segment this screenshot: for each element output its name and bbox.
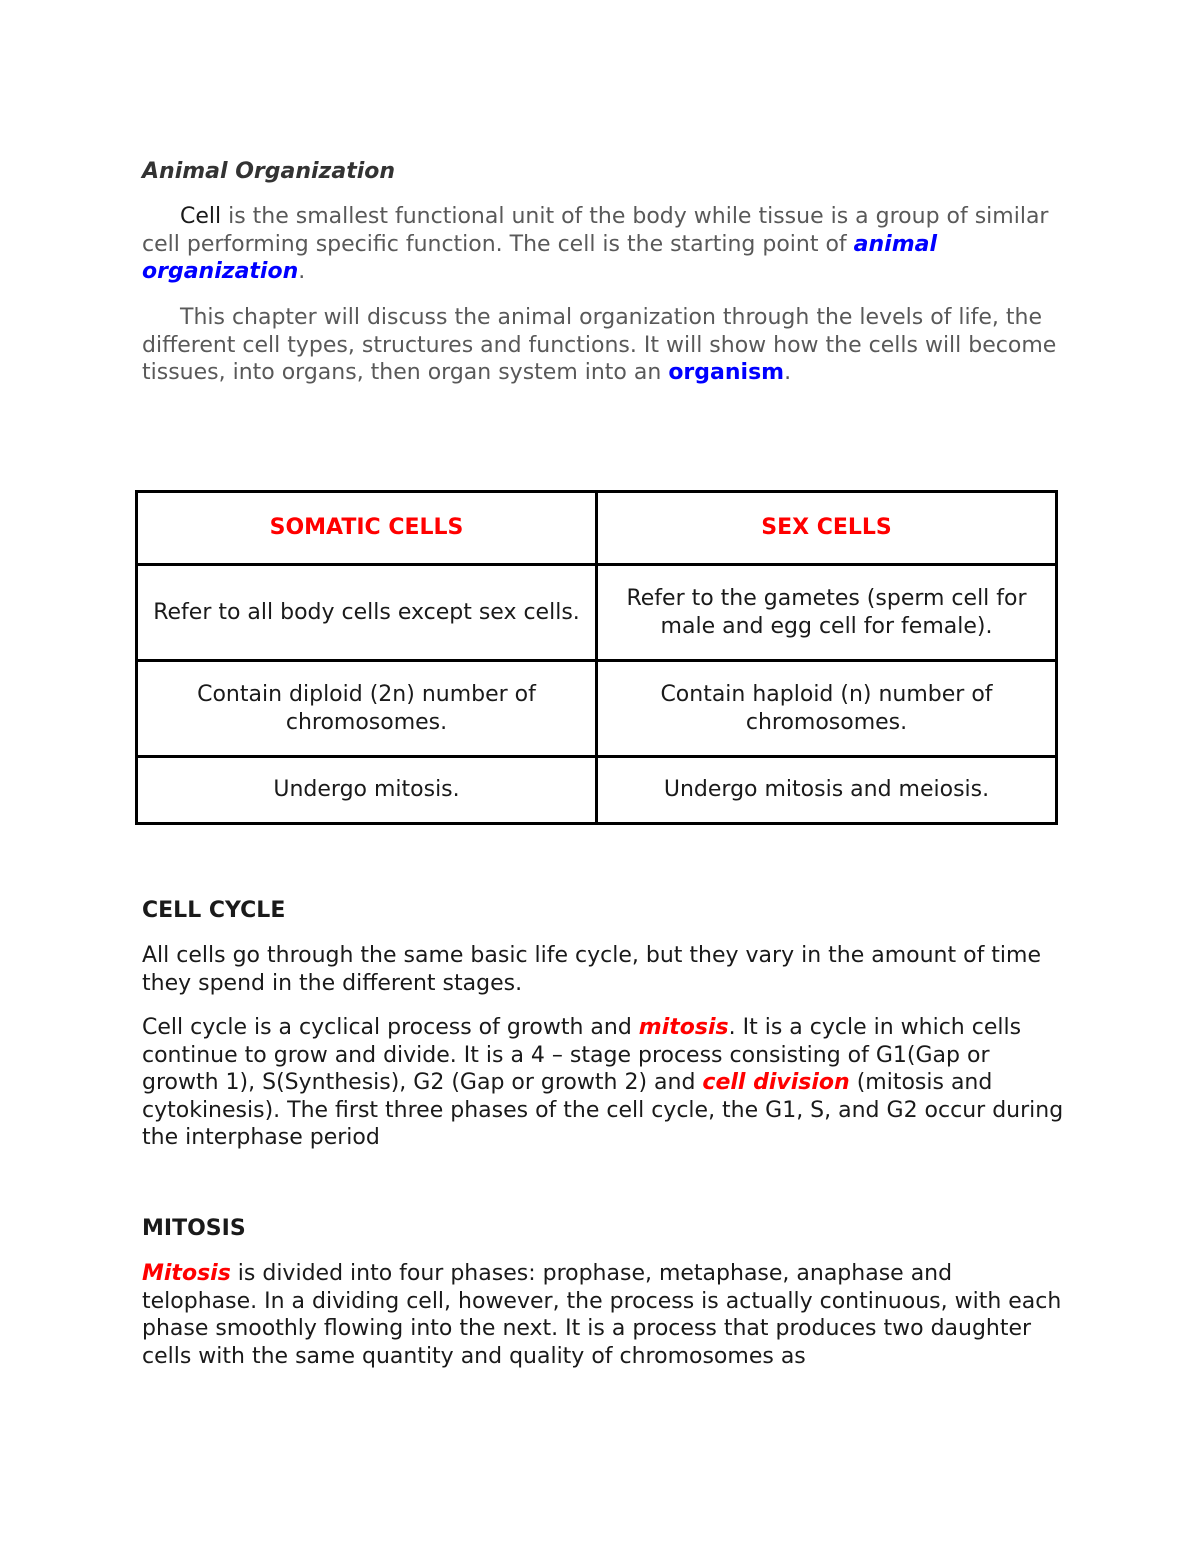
cell-cycle-p2-text-a: Cell cycle is a cyclical process of growth and: [142, 1015, 639, 1040]
keyword-mitosis: mitosis: [638, 1015, 729, 1040]
mitosis-heading: MITOSIS: [142, 1216, 246, 1241]
intro-paragraph-1: [142, 203, 1072, 286]
table-cell: Contain diploid (2n) number of chromosomes.: [137, 661, 597, 757]
intro-p1-text: is the smallest functional unit of the body while tissue is a group of similar cell performing specific function. The cell is the starting point of: [142, 204, 1049, 257]
table-row: [137, 661, 1057, 757]
keyword-organism: organism: [668, 360, 785, 385]
intro-paragraph-2: [142, 304, 1072, 387]
mitosis-p1-text: is divided into four phases: prophase, metaphase, anaphase and telophase. In a dividing cell, however, the process is actually continuous, with each phase smoothly flowing into the next. It is a process that produces two daughter cells with the same quantity and quality of chromosomes as: [142, 1261, 1062, 1369]
mitosis-paragraph-1: [142, 1260, 1072, 1370]
header-sex-cells: SEX CELLS: [597, 492, 1057, 565]
intro-p2-text: This chapter will discuss the animal organization through the levels of life, the different cell types, structures and functions. It will show how the cells will become tissues, into organs, then organ system into an: [142, 305, 1057, 385]
table-header-row: [137, 492, 1057, 565]
keyword-mitosis-lead: Mitosis: [142, 1261, 231, 1286]
table-cell: Contain haploid (n) number of chromosomes.: [597, 661, 1057, 757]
table-row: [137, 757, 1057, 824]
cell-cycle-paragraph-2: [142, 1014, 1072, 1152]
page-title: Animal Organization: [142, 159, 396, 184]
table-cell: Refer to all body cells except sex cells.: [137, 565, 597, 661]
cell-comparison-table: [135, 490, 1058, 825]
cell-cycle-paragraph-1: All cells go through the same basic life cycle, but they vary in the amount of time they spend in the different stages.: [142, 943, 1042, 996]
intro-p1-end: .: [298, 259, 306, 284]
intro-p2-end: .: [784, 360, 792, 385]
keyword-animal-organization: animal organization: [142, 231, 938, 284]
table-row: [137, 565, 1057, 661]
table-cell: Undergo mitosis.: [137, 757, 597, 824]
cell-cycle-p2-text-b: . It is a cycle in which cells continue to grow and divide. It is a 4 – stage process consisting of G1(Gap or growth 1), S(Synthesis), G2 (Gap or growth 2) and: [142, 1015, 1022, 1095]
table-cell: Undergo mitosis and meiosis.: [597, 757, 1057, 824]
cell-cycle-heading: CELL CYCLE: [142, 898, 286, 923]
cell-cycle-p2-text-c: (mitosis and cytokinesis). The first three phases of the cell cycle, the G1, S, and G2 occur during the interphase period: [142, 1070, 1064, 1150]
table-cell: Refer to the gametes (sperm cell for male and egg cell for female).: [597, 565, 1057, 661]
header-somatic-cells: SOMATIC CELLS: [137, 492, 597, 565]
keyword-cell-division: cell division: [702, 1070, 850, 1095]
intro-cell-term: Cell: [180, 204, 222, 229]
